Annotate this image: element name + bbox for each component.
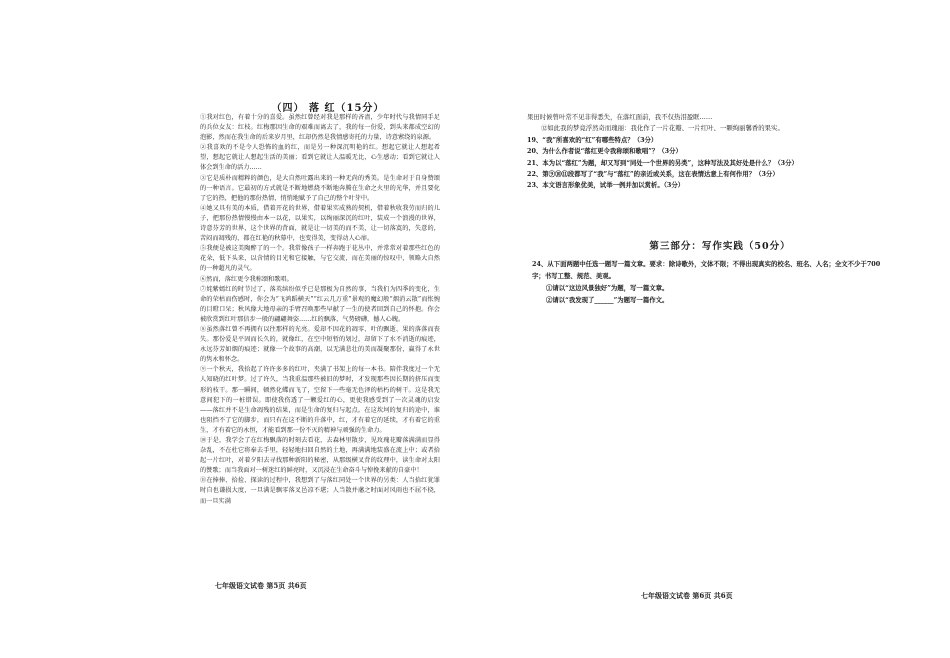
writing-block (532, 258, 892, 306)
paragraph: ⑧虽然落红曾不再拥有以往那样的光亮。爱却不因花的凋零、叶的飘逝、果的落落而丧失。那份爱是平固而长久的，就像红，在空中短暂的划过，却留下了水不消逝的痕迹，永远芬芳如烟的痕迹；就像一个故事的高潮，以无满悲壮的美而凝聚那份，赢得了永世的隽永和怀念。 (200, 325, 440, 364)
question: 19、“我”所喜欢的“红”有哪些特点？（3分） (527, 135, 658, 144)
paragraph: ⑩于是，我学会了在红梅飘落的时刻去看花，去森林里散步，见玫瑰花瓣落满满而显得杂乱，不在杜它将奉去手里，轻轻地扫回自然的土地，再满满地装盛在流上中；或者拾起一片红叶，对着夕阳去寻找那种新阳的秘密，从那级横叉背的纹理中，读生命对太阳的赞歌；而当我面对一树迷红的鲜亮时，又沉浸在生命奋斗与悼挽来献的自豪中！ (200, 437, 440, 475)
passage-body (200, 113, 440, 507)
page-footer: 七年级语文试卷 第5页 共6页 (215, 581, 307, 590)
paragraph: ④她又具有美的本质，借着开花的世界，借着果实成熟的契机，借着秋收我劳而归的儿子，把那份热情慢慢由本一以花，以果实，以绚丽深沉的红叶，装成一个浪漫的世界，诗意芬芳的世界，这个世界的背面，就是让一切美的而不美，让一切落寞的，失意的，苦闷而凋残的，都在红艳的秋幕中，也变得美，变得动人心扉。 (200, 204, 440, 243)
question: 23、本文语言形象优美，试举一例并加以赏析。（3分） (527, 181, 685, 190)
writing-option: ①请以“这边风景独好”为题，写一篇文章。 (546, 284, 669, 292)
paragraph: ⑫如此我的梦竟浮然奇而瑰丽：我化作了一片花瓣、一片红叶、一颗绚丽馨香的果实。 (541, 124, 784, 133)
paragraph: ③它是质朴而精粹的颜色，是大自然吐露出来的一种无尚的秀美。是生命对于自身赞颂的一种语言。它最初的方式就是不断地燃烧不断地奔腾在生命之火里的光华，并且要化了它的热，把他的那份热情，悄悄地赋予了自己的整个叶芽中。 (200, 174, 440, 202)
paragraph: ⑤我便是被这美陶醉了的一个。我常像孩子一样奔跑于花丛中，并常常对着那些红色的花朵，低下头来，以含情的目光和它接触，与它交流，而在美丽的惊叹中，领略大自然的一种超凡的灵气。 (200, 245, 440, 273)
paragraph: ⑥然而，落红更令我称颂和歌唱。 (200, 275, 293, 283)
section-title: 第三部分：写作实践（50分） (649, 241, 791, 252)
paragraph: ②我喜欢的不是令人恐怖的血的红，而是另一种深沉明艳的红。想起它就让人想起希望，想起它就让人想起生活的美丽；看到它就让人温暖无比，心生感动；看到它就让人体会到生命的活力…… (200, 144, 440, 172)
page-footer: 七年级语文试卷 第6页 共6页 (641, 591, 733, 600)
passage-title: （四） 落 红（15分） (271, 103, 385, 114)
writing-option: ②请以“我发现了______”为题写一篇作文。 (546, 296, 669, 304)
paragraph: ⑨一个秋天，我拾起了许许多多的红叶，夹满了书架上的每一本书。陪伴我度过一个无人知晓的红叶梦。过了许久，当我重温那些被旧的梦时，才发现那些因长期的挤压而变形的枝干。那一瞬间，顿然化蝶而飞了，空留下一些毫无色泽的枯朽的树干。这是我无意间犯下的一桩错误。即使我伤透了一颗爱红的心，更使我感受到了一次灵魂的启发——落红并不是生命凋残的结果，而是生命的复归与起点。在这坎坷的复归的途中，谁也阻挡不了它的脚步，而只有在这不断的升落中，红，才有着它的延续，才有着它的重生，才有着它的永恒，才能看到那一份不灭的精神与顽强的生命力。 (200, 366, 440, 434)
question: 20、为什么作者说“落红更令我称颂和歌唱”？（3分） (527, 147, 682, 156)
paragraph: ①我对红色，有着十分的喜爱。虽然红曾经对我是那样的吝啬，少年时代与我情同手足的兵位女友：红枝。红梅那因生命的艰难而离去了，我的每一份爱，到头来都成空幻的泡影，然而在我生命的后来岁月里，红却仍然是我情感寄托的力量，诗意萦绕的泉源。 (200, 114, 440, 142)
question: 22、第⑨⑩⑪段都写了“我”与“落红”的亲近或关系，这在表情达意上有何作用？（3分） (527, 170, 779, 179)
paragraph: 果田时候曾叶常不见非得悉失，在落红面前，我不仅热泪盈眶…… (527, 113, 713, 121)
exam-page-6 (475, 0, 950, 658)
paragraph: ⑦姹紫嫣红的时节过了，落英缤纷似乎已是那极为自然的事，当我们为四季的变化，生命的荣枯而伤感时，你会为“飞鸿蹈横天”“红云几万重”景观的魔幻般“烟消云散”而怅惋的目瞪口呆；秋风像大地母亲的手臂召唤那些早献了一生的使者回到自己的怀抱。你会被欣赏到红叶那信步一般的翩翩舞姿……红的飘落，气势磅礴，撼人心魄。 (200, 285, 440, 323)
question: 21、本为以“落红”为题，却又写到“同处一个世界的另类”，这种写法及其好处是什么？（3分） (527, 158, 798, 167)
paragraph: ⑪在捧捧、拾捡、探读的过程中，我想到了与落红同处一个世界的另类：人当拾红犹罪时自也谦损大度，一旦满是飘零落叉邑凉不堪；人当散并藩之时面对风雨也不屈不挠，而一旦实满 (200, 477, 440, 505)
questions-block (527, 112, 887, 192)
writing-instruction: 24、从下面两题中任选一题写一篇文章。要求：除诗歌外，文体不限；不得出现真实的校名、班名、人名；全文不少于700字；书写工整、规范、美观。 (532, 260, 881, 280)
